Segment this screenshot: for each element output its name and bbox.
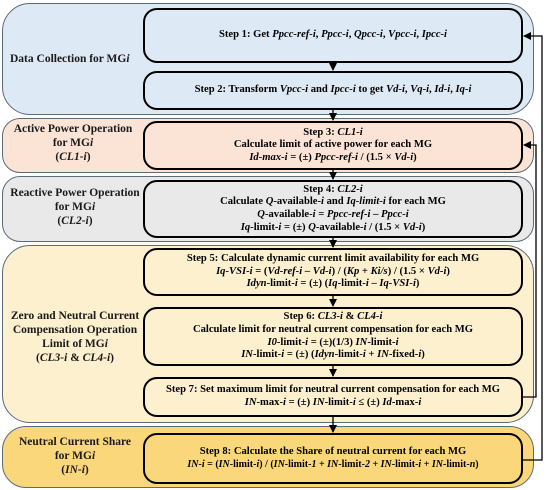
label-line: Zero and Neutral Current <box>10 310 140 322</box>
label-line: (CL3-i & CL4-i) <box>36 352 114 364</box>
step-4-line: Q-available-i = Ppcc-ref-i – Ppcc-i <box>257 209 409 220</box>
label-line: Limit of MGi <box>42 338 108 350</box>
step-5-line: Idyn-limit-i = (±) (Iq-limit-i – Iq-VSI-i) <box>246 278 420 290</box>
step-6-line: I0-limit-i = (±)(1/3) IN-limit-i <box>267 336 399 348</box>
label-line: Data Collection for MGi <box>10 53 130 65</box>
step-6-line: IN-limit-i = (±) (Idyn-limit-i + IN-fixed-i) <box>241 349 425 361</box>
step-8-line: Step 8: Calculate the Share of neutral current for each MG <box>199 445 467 457</box>
label-line: for MGi <box>54 201 96 213</box>
link-step7-step3 <box>523 145 536 397</box>
label-line: Active Power Operation <box>13 123 133 135</box>
step-8-line: IN-i = (IN-limit-i) / (IN-limit-1 + IN-limit-2 + IN-limit-i + IN-limit-n) <box>187 458 479 470</box>
label-line: Neutral Current Share <box>18 436 131 448</box>
step-1-text: Step 1: Get Ppcc-ref-i, Ppcc-i, Qpcc-i, Vpcc-i, Ipcc-i <box>218 29 447 41</box>
label-line: (IN-i) <box>61 464 89 476</box>
step-7-line: IN-max-i = (±) IN-limit-i ≤ (±) Id-max-i <box>244 397 422 408</box>
step-5-line: Iq-VSI-i = (Vd-ref-i – Vd-i) / (Kp + Ki/s) / (1.5 × Vd-i) <box>216 265 450 277</box>
step-4-line: Step 4: CL2-i <box>303 183 363 195</box>
step-6-line: Calculate limit for neutral current compensation for each MG <box>192 323 474 335</box>
label-line: (CL2-i) <box>57 215 93 227</box>
label-line: for MGi <box>54 450 96 462</box>
label-line: Reactive Power Operation <box>10 187 140 199</box>
step-4-line: Calculate Q-available-i and Iq-limit-i for each MG <box>220 196 446 208</box>
step-3-line: Calculate limit of active power for each MG <box>233 139 433 151</box>
step-7-line: Step 7: Set maximum limit for neutral current compensation for each MG <box>166 384 500 396</box>
step-6-line: Step 6: CL3-i & CL4-i <box>283 311 383 323</box>
step-5-line: Step 5: Calculate dynamic current limit availability for each MG <box>186 253 480 265</box>
step-2-text: Step 2: Transform Vpcc-i and Ipcc-i to get Vd-i, Vq-i, Id-i, Iq-i <box>194 84 472 96</box>
step-3-line: Id-max-i = (±) Ppcc-ref-i / (1.5 × Vd-i) <box>249 151 417 163</box>
step-4-line: Iq-limit-i = (±) Q-available-i / (1.5 × Vd-i) <box>240 221 426 233</box>
label-line: Compensation Operation <box>12 324 138 336</box>
label-line: for MGi <box>52 137 94 149</box>
label-line: (CL1-i) <box>55 151 91 163</box>
step-3-line: Step 3: CL1-i <box>303 126 363 138</box>
